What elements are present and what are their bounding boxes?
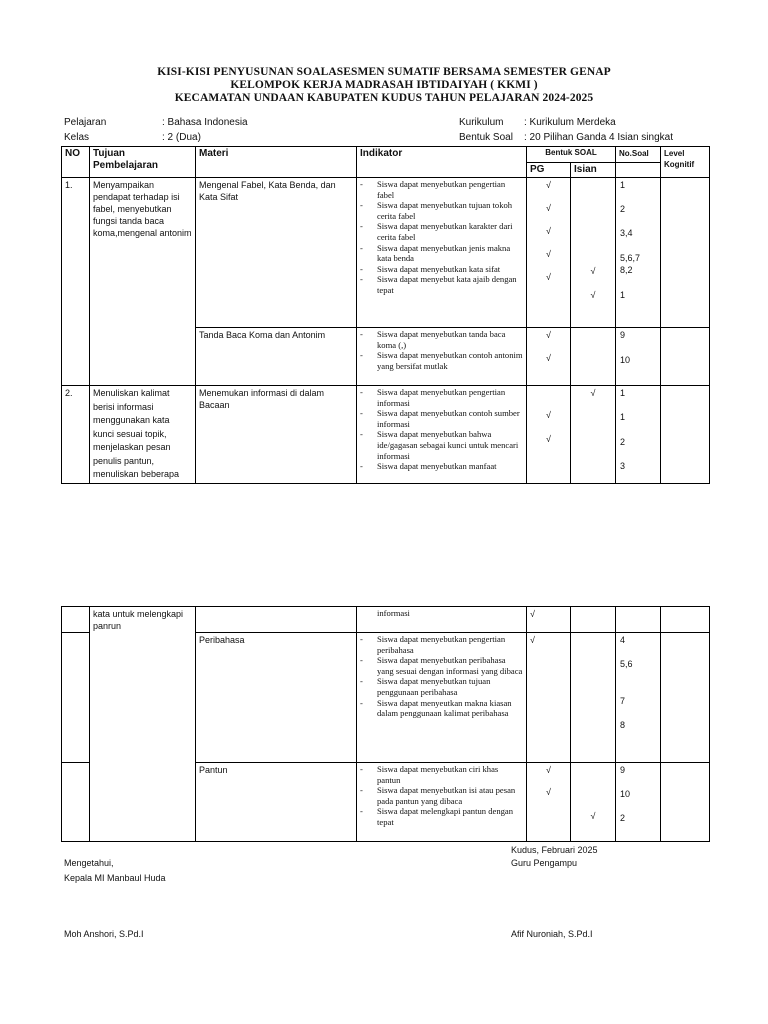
indikator-cell <box>357 633 527 763</box>
indikator-item: - Siswa dapat menyebutkan peribahasa yang sesuai dengan informasi yang dibaca <box>360 655 523 676</box>
doc-title-line-3: KECAMATAN UNDAAN KABUPATEN KUDUS TAHUN PELAJARAN 2024-2025 <box>174 92 594 104</box>
kepala-madrasah-name: Moh Anshori, S.Pd.I <box>64 929 144 939</box>
no-soal: 7 <box>620 696 626 706</box>
no-soal: 2 <box>620 437 626 447</box>
check-mark: √ <box>546 180 551 190</box>
level-cell <box>661 328 710 386</box>
indikator-item: - Siswa dapat menyebutkan isi atau pesan pada pantun yang dibaca <box>360 785 523 806</box>
isian-cell <box>571 763 616 842</box>
no-soal: 8,2 <box>620 265 633 275</box>
indikator-item: - Siswa dapat menyebutkan contoh antonim yang bersifat mutlak <box>360 350 523 371</box>
pg-cell <box>527 607 571 633</box>
header-indikator: Indikator <box>357 147 527 178</box>
check-mark: √ <box>546 249 551 259</box>
indikator-item: - Siswa dapat menyebut kata ajaib dengan tepat <box>360 274 523 295</box>
no-soal: 10 <box>620 789 631 799</box>
no-soal-cell <box>616 763 661 842</box>
kelas-value: : 2 (Dua) <box>162 132 201 143</box>
isian-cell <box>571 386 616 484</box>
level-cell <box>661 178 710 328</box>
no-soal-cell <box>616 633 661 763</box>
tujuan-pembelajaran: kata untuk melengkapi panrun <box>90 607 196 842</box>
indikator-item: - Siswa dapat menyebutkan pengertian peribahasa <box>360 634 523 655</box>
kelas-label: Kelas <box>64 132 90 143</box>
no-soal: 2 <box>620 204 626 214</box>
isian-cell <box>571 328 616 386</box>
check-mark: √ <box>590 388 596 398</box>
materi: Pantun <box>196 763 357 842</box>
check-mark: √ <box>590 811 596 821</box>
header-bentuk-soal: Bentuk SOAL <box>527 147 616 163</box>
indikator-item: - Siswa dapat menyebutkan tanda baca koma (,) <box>360 329 523 350</box>
indikator-item: - Siswa dapat menyeutkan makna kiasan dalam penggunaan kalimat peribahasa <box>360 698 523 719</box>
row-number: 1. <box>62 178 90 386</box>
no-soal: 8 <box>620 720 626 730</box>
header-row <box>62 147 710 163</box>
place-date: Kudus, Februari 2025 <box>511 845 598 855</box>
row-number <box>62 763 90 842</box>
level-cell <box>661 607 710 633</box>
doc-title-line-1: KISI-KISI PENYUSUNAN SOALASESMEN SUMATIF BERSAMA SEMESTER GENAP <box>157 66 611 78</box>
isian-cell <box>571 633 616 763</box>
no-soal: 1 <box>620 180 626 190</box>
no-soal-cell <box>616 328 661 386</box>
no-soal: 5,6,7 <box>620 253 641 263</box>
no-soal: 2 <box>620 813 626 823</box>
check-mark: √ <box>546 203 551 213</box>
indikator-item: informasi <box>377 608 410 618</box>
isian-cell <box>571 607 616 633</box>
indikator-item: - Siswa dapat melengkapi pantun dengan tepat <box>360 806 523 827</box>
indikator-cell <box>357 386 527 484</box>
no-soal: 4 <box>620 635 626 645</box>
no-soal: 9 <box>620 330 626 340</box>
check-mark: √ <box>590 290 596 300</box>
no-soal-cell <box>616 386 661 484</box>
table-row <box>62 607 710 633</box>
check-mark: √ <box>530 609 535 619</box>
materi: Tanda Baca Koma dan Antonim <box>196 328 357 386</box>
indikator-cell <box>357 763 527 842</box>
header-level-kognitif: Level Kognitif <box>661 147 710 178</box>
materi: Menemukan informasi di dalam Bacaan <box>196 386 357 484</box>
indikator-item: - Siswa dapat menyebutkan bahwa ide/gagasan sebagai kunci untuk mencari informasi <box>360 429 523 461</box>
check-mark: √ <box>546 226 551 236</box>
indikator-item: - Siswa dapat menyebutkan jenis makna kata benda <box>360 243 523 264</box>
header-no: NO <box>62 147 90 178</box>
header-isian: Isian <box>571 163 616 178</box>
check-mark: √ <box>546 353 551 363</box>
header-materi: Materi <box>196 147 357 178</box>
no-soal: 3 <box>620 461 626 471</box>
no-soal: 5,6 <box>620 659 633 669</box>
tujuan-pembelajaran: Menyampaikan pendapat terhadap isi fabel, menyebutkan fungsi tanda baca koma,mengenal antonim <box>90 178 196 386</box>
pg-cell <box>527 633 571 763</box>
indikator-item: - Siswa dapat menyebutkan karakter dari cerita fabel <box>360 221 523 242</box>
bentuk-soal-value: : 20 Pilihan Ganda 4 Isian singkat <box>524 132 673 143</box>
pg-cell <box>527 328 571 386</box>
check-mark: √ <box>530 635 535 645</box>
pg-cell <box>527 178 571 328</box>
tujuan-pembelajaran: Menuliskan kalimat berisi informasi menggunakan kata kunci sesuai topik, menjelaskan pesan penulis pantun, menuliskan beberapa <box>90 386 196 484</box>
check-mark: √ <box>590 266 596 276</box>
check-mark: √ <box>546 272 551 282</box>
no-soal: 3,4 <box>620 228 633 238</box>
indikator-item: - Siswa dapat menyebutkan contoh sumber informasi <box>360 408 523 429</box>
no-soal: 1 <box>620 388 626 398</box>
indikator-item: - Siswa dapat menyebutkan kata sifat <box>360 264 523 275</box>
check-mark: √ <box>546 765 551 775</box>
pg-cell <box>527 763 571 842</box>
check-mark: √ <box>546 434 551 444</box>
level-cell <box>661 386 710 484</box>
header-no-soal-blank <box>616 163 661 178</box>
indikator-item: - Siswa dapat menyebutkan pengertian fabel <box>360 179 523 200</box>
no-soal: 1 <box>620 290 626 300</box>
header-pg: PG <box>527 163 571 178</box>
bentuk-soal-label: Bentuk Soal <box>459 132 513 143</box>
table-row <box>62 178 710 328</box>
doc-title-line-2: KELOMPOK KERJA MADRASAH IBTIDAIYAH ( KKMI ) <box>230 79 538 91</box>
check-mark: √ <box>546 787 551 797</box>
isian-cell <box>571 178 616 328</box>
kisi-kisi-table <box>61 146 710 484</box>
kurikulum-value: : Kurikulum Merdeka <box>524 117 616 128</box>
no-soal: 9 <box>620 765 626 775</box>
kisi-kisi-table-continued <box>61 606 710 842</box>
indikator-cell <box>357 607 527 633</box>
materi: Mengenal Fabel, Kata Benda, dan Kata Sifat <box>196 178 357 328</box>
indikator-item: - Siswa dapat menyebutkan ciri khas pantun <box>360 764 523 785</box>
header-no-soal: No.Soal <box>616 147 661 163</box>
no-soal-cell <box>616 178 661 328</box>
materi: Peribahasa <box>196 633 357 763</box>
materi <box>196 607 357 633</box>
header-tujuan: Tujuan Pembelajaran <box>90 147 196 178</box>
table-row <box>62 386 710 484</box>
indikator-cell <box>357 328 527 386</box>
row-number <box>62 607 90 633</box>
level-cell <box>661 763 710 842</box>
guru-pengampu-title: Guru Pengampu <box>511 858 578 868</box>
level-cell <box>661 633 710 763</box>
indikator-item: - Siswa dapat menyebutkan tujuan tokoh cerita fabel <box>360 200 523 221</box>
indikator-item: - Siswa dapat menyebutkan tujuan penggunaan peribahasa <box>360 676 523 697</box>
pg-cell <box>527 386 571 484</box>
row-number <box>62 633 90 763</box>
kurikulum-label: Kurikulum <box>459 117 504 128</box>
pelajaran-value: : Bahasa Indonesia <box>162 117 248 128</box>
check-mark: √ <box>546 410 551 420</box>
indikator-item: - Siswa dapat menyebutkan manfaat <box>360 461 523 472</box>
check-mark: √ <box>546 330 551 340</box>
mengetahui-label: Mengetahui, <box>64 858 114 868</box>
no-soal: 1 <box>620 412 626 422</box>
guru-pengampu-name: Afif Nuroniah, S.Pd.I <box>511 929 593 939</box>
kepala-madrasah-title: Kepala MI Manbaul Huda <box>64 873 166 883</box>
no-soal-cell <box>616 607 661 633</box>
pelajaran-label: Pelajaran <box>64 117 107 128</box>
indikator-item: - Siswa dapat menyebutkan pengertian informasi <box>360 387 523 408</box>
indikator-cell <box>357 178 527 328</box>
no-soal: 10 <box>620 355 631 365</box>
row-number: 2. <box>62 386 90 484</box>
